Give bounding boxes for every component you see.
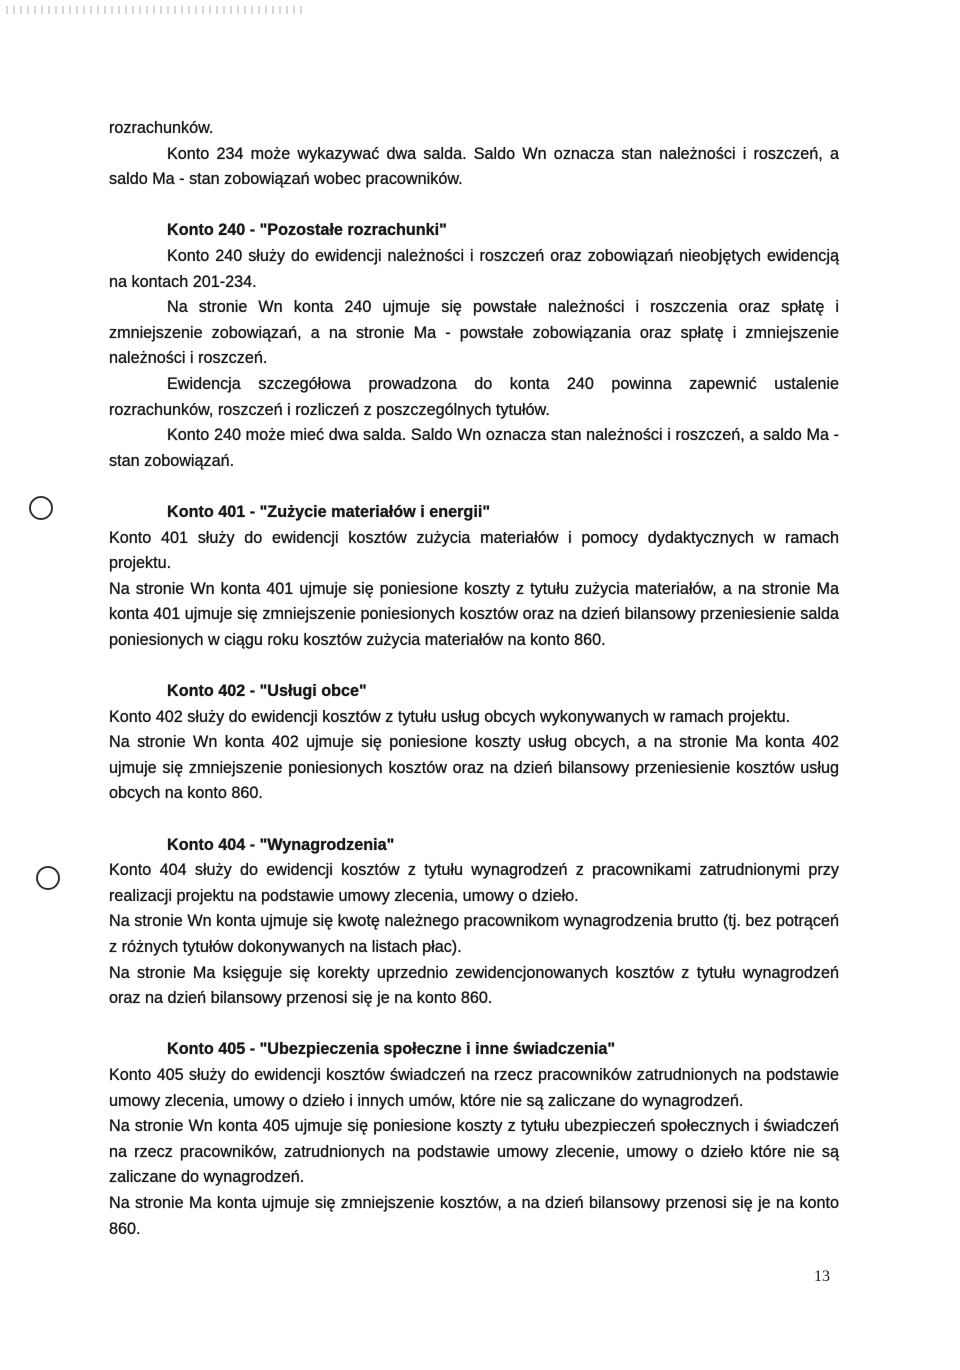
paragraph: Na stronie Wn konta 402 ujmuje się poniesione koszty usług obcych, a na stronie Ma konta 402 ujmuje się zmniejszenie poniesionych kosztów oraz na dzień bilansowy przeniesienie kosztów usług obcych na konto 860. [109,733,839,803]
paragraph: Konto 402 służy do ewidencji kosztów z tytułu usług obcych wykonywanych w ramach projektu. [109,707,791,726]
paragraph: Konto 405 służy do ewidencji kosztów świadczeń na rzecz pracowników zatrudnionych na podstawie umowy zlecenia, umowy o dzieło i innych umów, które nie są zaliczane do wynagrodzeń. [109,1065,839,1110]
paragraph: Konto 234 może wykazywać dwa salda. Saldo Wn oznacza stan należności i roszczeń, a saldo Ma - stan zobowiązań wobec pracowników. [109,144,839,189]
page-number: 13 [814,1268,830,1285]
paragraph: Na stronie Wn konta 401 ujmuje się poniesione koszty z tytułu zużycia materiałów, a na stronie Ma konta 401 ujmuje się zmniejszenie poniesionych kosztów oraz na dzień bilansowy przeniesienie salda poniesionych w ciągu roku kosztów zużycia materiałów na konto 860. [109,579,839,649]
punch-hole-icon [29,496,53,520]
paragraph: rozrachunków. [109,119,214,137]
section-heading: Konto 401 - "Zużycie materiałów i energii" [167,502,490,521]
section-heading: Konto 405 - "Ubezpieczenia społeczne i inne świadczenia" [167,1040,616,1059]
section-heading: Konto 240 - "Pozostałe rozrachunki" [167,221,447,240]
paragraph: Konto 404 służy do ewidencji kosztów z tytułu wynagrodzeń z pracownikami zatrudnionymi przy realizacji projektu na podstawie umowy zlecenia, umowy o dzieło. [109,861,839,905]
paragraph: Na stronie Wn konta 240 ujmuje się powstałe należności i roszczenia oraz spłatę i zmniejszenie zobowiązań, a na stronie Ma - powstałe zobowiązania oraz spłatę i zmniejszenie należności i roszczeń. [109,298,839,368]
paragraph: Na stronie Ma księguje się korekty uprzednio zewidencjonowanych kosztów z tytułu wynagrodzeń oraz na dzień bilansowy przenosi się je na konto 860. [109,963,839,1008]
paragraph: Na stronie Ma konta ujmuje się zmniejszenie kosztów, a na dzień bilansowy przenosi się je na konto 860. [109,1193,839,1238]
paragraph: Na stronie Wn konta ujmuje się kwotę należnego pracownikom wynagrodzenia brutto (tj. bez potrąceń z różnych tytułów dokonywanych na listach płac). [109,912,839,956]
paragraph: Konto 240 może mieć dwa salda. Saldo Wn oznacza stan należności i roszczeń, a saldo Ma - stan zobowiązań. [109,426,839,470]
paragraph: Ewidencja szczegółowa prowadzona do konta 240 powinna zapewnić ustalenie rozrachunków, roszczeń i rozliczeń z poszczególnych tytułów. [109,374,839,419]
paragraph: Konto 401 służy do ewidencji kosztów zużycia materiałów i pomocy dydaktycznych w ramach projektu. [109,528,839,573]
scan-artifact [6,6,306,14]
punch-hole-icon [36,866,60,890]
section-heading: Konto 404 - "Wynagrodzenia" [167,835,395,854]
paragraph: Na stronie Wn konta 405 ujmuje się poniesione koszty z tytułu ubezpieczeń społecznych i świadczeń na rzecz pracowników, zatrudnionych na podstawie umowy zlecenie, umowy o dzieło które nie są zaliczane do wynagrodzeń. [109,1117,839,1187]
paragraph: Konto 240 służy do ewidencji należności i roszczeń oraz zobowiązań nieobjętych ewidencją na kontach 201-234. [109,246,839,291]
section-heading: Konto 402 - "Usługi obce" [167,682,367,701]
document-body [109,116,839,1242]
